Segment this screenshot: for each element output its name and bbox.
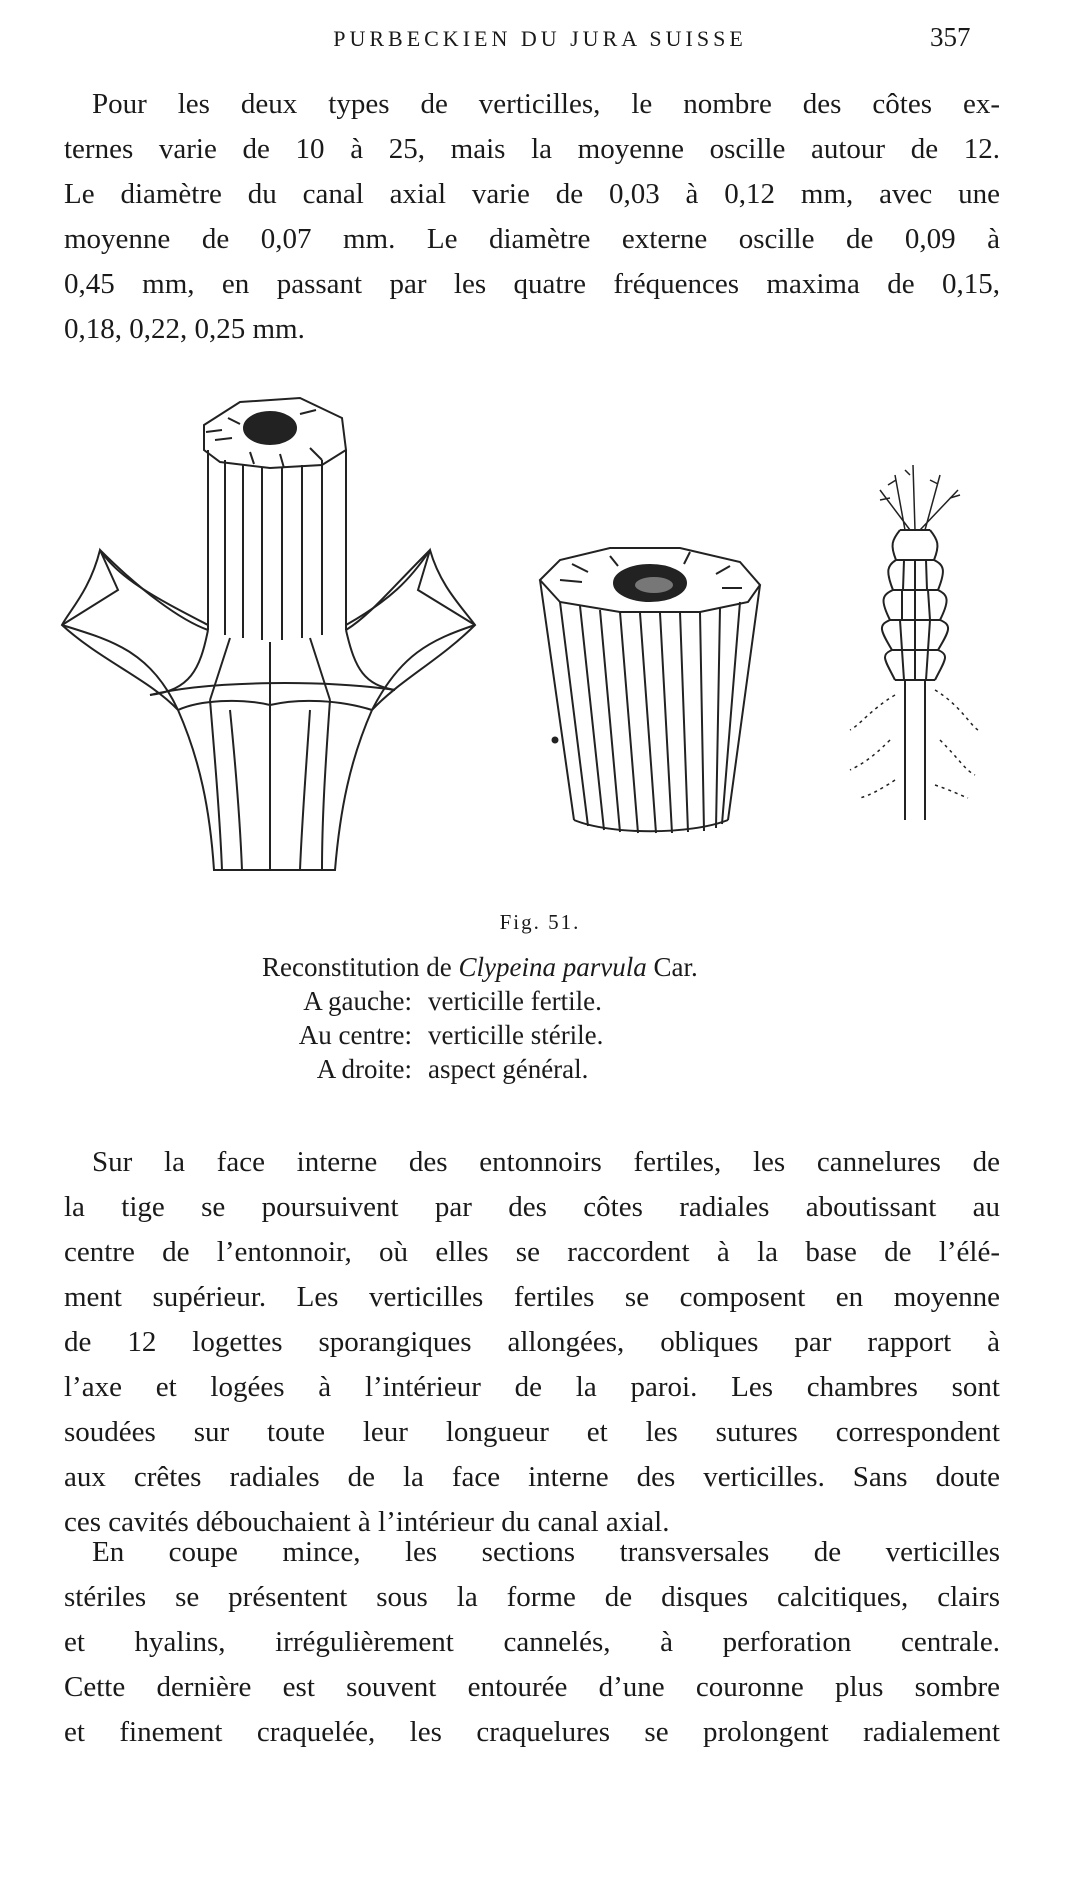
- legend-key: Au centre:: [298, 1020, 412, 1050]
- text-line: En coupe mince, les sections transversales de verticilles: [92, 1536, 1000, 1568]
- text-line: la tige se poursuivent par des côtes radiales aboutissant au: [64, 1191, 1000, 1223]
- sterile-whorl-drawing: [540, 548, 760, 833]
- text-line: 0,18, 0,22, 0,25 mm.: [64, 313, 305, 345]
- text-line: aux crêtes radiales de la face interne des verticilles. Sans doute: [64, 1461, 1000, 1493]
- caption-suffix: Car.: [653, 952, 698, 982]
- caption-title: [262, 950, 862, 984]
- text-line: centre de l’entonnoir, où elles se raccordent à la base de l’élé-: [64, 1236, 1000, 1268]
- general-aspect-drawing: [850, 465, 978, 820]
- running-title: PURBECKIEN DU JURA SUISSE: [333, 26, 747, 51]
- caption-prefix: Reconstitution de: [262, 952, 452, 982]
- text-line: Sur la face interne des entonnoirs fertiles, les cannelures de: [92, 1146, 1000, 1178]
- text-line: stériles se présentent sous la forme de disques calcitiques, clairs: [64, 1581, 1000, 1613]
- fertile-whorl-drawing: [62, 398, 475, 870]
- text-line: ces cavités débouchaient à l’intérieur du canal axial.: [64, 1506, 670, 1538]
- paragraph-3: [64, 1530, 1000, 1755]
- text-line: ment supérieur. Les verticilles fertiles se composent en moyenne: [64, 1281, 1000, 1313]
- text-line: ternes varie de 10 à 25, mais la moyenne oscille autour de 12.: [64, 133, 1000, 165]
- legend-value: verticille stérile.: [428, 1020, 604, 1050]
- caption-species: Clypeina parvula: [458, 952, 647, 982]
- text-line: de 12 logettes sporangiques allongées, obliques par rapport à: [64, 1326, 1000, 1358]
- text-line: soudées sur toute leur longueur et les sutures correspondent: [64, 1416, 1000, 1448]
- paragraph-2: [64, 1140, 1000, 1545]
- text-line: Pour les deux types de verticilles, le nombre des côtes ex-: [92, 88, 1000, 120]
- legend-value: verticille fertile.: [428, 986, 602, 1016]
- caption-legend-row: [262, 984, 862, 1018]
- page-number: 357: [930, 22, 971, 52]
- paragraph-1: [64, 82, 1000, 352]
- text-line: et finement craquelée, les craquelures se prolongent radialement: [64, 1716, 1000, 1748]
- figure-51: [0, 380, 1080, 880]
- caption-legend-row: [262, 1018, 862, 1052]
- text-line: Le diamètre du canal axial varie de 0,03 à 0,12 mm, avec une: [64, 178, 1000, 210]
- text-line: l’axe et logées à l’intérieur de la paroi. Les chambres sont: [64, 1371, 1000, 1403]
- text-line: Cette dernière est souvent entourée d’une couronne plus sombre: [64, 1671, 1000, 1703]
- text-line: moyenne de 0,07 mm. Le diamètre externe oscille de 0,09 à: [64, 223, 1000, 255]
- figure-illustration: [0, 380, 1080, 880]
- legend-value: aspect général.: [428, 1054, 589, 1084]
- text-line: 0,45 mm, en passant par les quatre fréquences maxima de 0,15,: [64, 268, 1000, 300]
- legend-key: A droite:: [316, 1054, 412, 1084]
- caption-legend-row: [262, 1052, 862, 1086]
- legend-key: A gauche:: [303, 986, 412, 1016]
- figure-label: Fig. 51.: [499, 910, 581, 934]
- running-head: [0, 22, 1080, 62]
- text-line: et hyalins, irrégulièrement cannelés, à perforation centrale.: [64, 1626, 1000, 1658]
- figure-caption: [262, 950, 862, 1086]
